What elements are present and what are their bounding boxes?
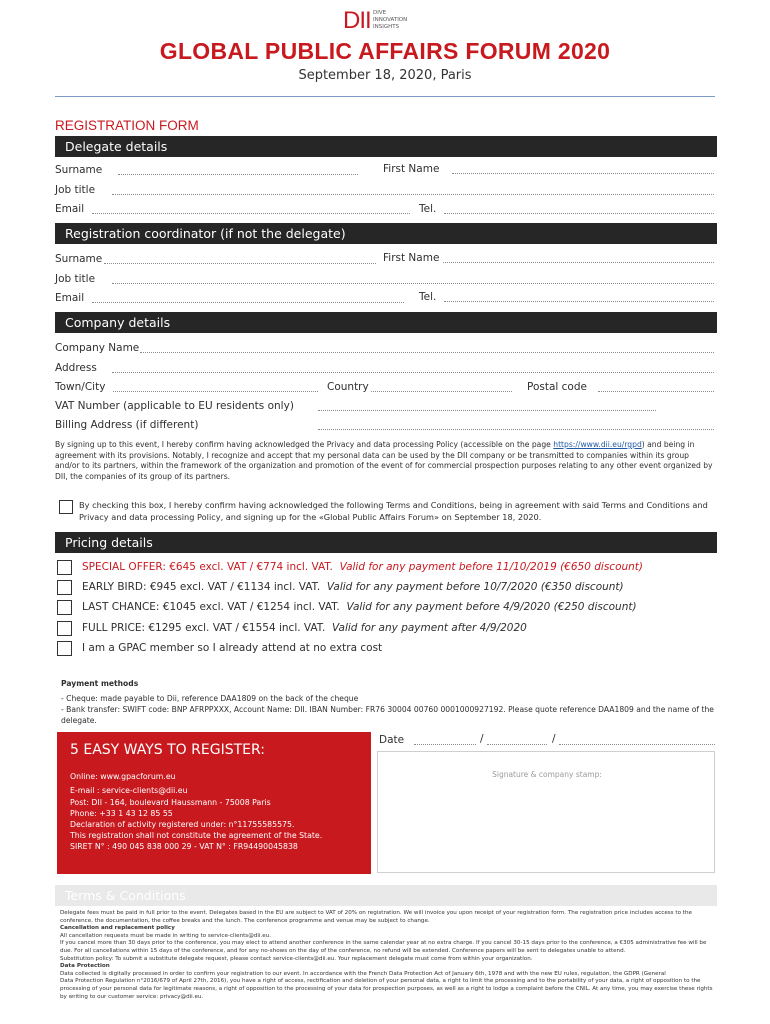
coordinator-tel-label: Tel. (419, 291, 437, 303)
delegate-job-title-label: Job title (55, 184, 96, 196)
address-label: Address (55, 362, 97, 374)
pricing-option-gpac-member: I am a GPAC member so I already attend at no extra cost (82, 642, 383, 654)
vat-label: VAT Number (applicable to EU residents only) (55, 400, 294, 412)
coordinator-email-label: Email (55, 292, 85, 304)
page-title: GLOBAL PUBLIC AFFAIRS FORUM 2020 (159, 38, 611, 64)
coordinator-first-name-label: First Name (383, 252, 440, 264)
company-name-field[interactable] (140, 352, 714, 353)
coordinator-surname-field[interactable] (104, 263, 376, 264)
delegate-first-name-field[interactable] (452, 173, 714, 174)
coordinator-email-field[interactable] (92, 302, 404, 303)
town-city-field[interactable] (113, 391, 318, 392)
pricing-section-header: Pricing details (55, 532, 717, 553)
billing-address-label: Billing Address (if different) (55, 419, 199, 431)
terms-checkbox[interactable] (59, 500, 73, 514)
privacy-link[interactable]: https://www.dii.eu/rgpd (553, 440, 642, 449)
delegate-job-title-field[interactable] (112, 194, 714, 195)
country-field[interactable] (371, 391, 512, 392)
signature-stamp-label: Signature & company stamp: (492, 770, 602, 779)
register-info-box (57, 732, 371, 874)
privacy-statement: By signing up to this event, I hereby confirm having acknowledged the Privacy and data processing Policy (accessible on the page https://www.dii.eu/rgpd) and being in agreement with its provisions. Notably, I recognize and accept that my personal data can be used by the DII company or be transmitted to companies within its group and/or to its partners, within the framework of the organization and promotion of the event of for commercial prospection purposes relating to any other event organized by DII, the companies of its group of its partners. (55, 440, 713, 481)
register-online: Online: www.gpacforum.eu (70, 772, 176, 781)
terms-text: Delegate fees must be paid in full prior to the event. Delegates based in the EU are subject to VAT of 20% on registration. We will invoice you upon receipt of your registration form. The registration price includes access to the conference, the documentation, the coffee breaks and the lunch. The conference programme and venue may be subject to change. Cancellation and replacement policy All cancellation requests must be made in writing to service-clients@dii.eu. If you cancel more than 30 days prior to the conference, you may elect to attend another conference in the same calendar year at no extra charge. If you cancel 30-15 days prior to the conference, a €305 administrative fee will be due. For all cancellations within 15 days of the conference, and for any no-shows on the day of the conference, no refund will be extended. Conference papers will be sent to delegates unable to attend. Substitution policy: To submit a substitute delegate request, please contact service-clients@dii.eu. Your replacement delegate must come from within your organization. Data Protection Data collected is digitally processed in order to confirm your registration to our event. In accordance with the French Data Protection Act of January 6th, 1978 and with the new EU rules, regulation, the GDPR (General Data Protection Regulation n°2016/679 of April 27th, 2016), you have a right of access, rectification and deletion of your personal data, a right to limit the processing and to the portability of your data, a right of opposition to the processing of your personal data for legitimate reasons, a right of opposition to the processing of your data for prospection purposes, as well as a right to lodge a complaint before the CNIL. At any time, you may exercise these rights by writing to our customer service: privacy@dii.eu. (60, 910, 713, 1000)
company-name-label: Company Name (55, 342, 140, 354)
date-slash-2: / (552, 733, 556, 745)
delegate-surname-field[interactable] (118, 174, 358, 175)
pricing-checkbox-gpac-member[interactable] (57, 641, 72, 656)
register-not-agreement: This registration shall not constitute the agreement of the State. (70, 831, 323, 840)
coordinator-tel-field[interactable] (444, 301, 714, 302)
country-label: Country (327, 381, 369, 393)
register-email: E-mail : service-clients@dii.eu (70, 786, 188, 795)
pricing-option-full-price: FULL PRICE: €1295 excl. VAT / €1554 incl. VAT. Valid for any payment after 4/9/2020 (82, 622, 527, 634)
page-subtitle: September 18, 2020, Paris (298, 68, 472, 83)
pricing-checkbox-early-bird[interactable] (57, 580, 72, 595)
delegate-email-field[interactable] (92, 213, 410, 214)
coordinator-section-header: Registration coordinator (if not the delegate) (55, 223, 717, 244)
logo-text: DIVE INNOVATION INSIGHTS (373, 10, 408, 30)
signature-box[interactable] (377, 751, 715, 873)
coordinator-first-name-field[interactable] (443, 262, 714, 263)
form-title: REGISTRATION FORM (55, 118, 199, 133)
terms-checkbox-label: By checking this box, I hereby confirm having acknowledged the following Terms and Conditions, being in agreement with said Terms and Conditions and Privacy and data processing Policy, and signing up for the «Global Public Affairs Forum» on September 18, 2020. (79, 500, 708, 522)
register-post: Post: DII - 164, boulevard Haussmann - 75008 Paris (70, 798, 271, 807)
delegate-tel-field[interactable] (444, 213, 714, 214)
vat-field[interactable] (318, 410, 656, 411)
date-slash-1: / (480, 733, 484, 745)
address-field[interactable] (112, 372, 714, 373)
payment-methods-heading: Payment methods (61, 679, 139, 688)
payment-bank-transfer: - Bank transfer: SWIFT code: BNP AFRPPXXX, Account Name: DII. IBAN Number: FR76 30004 00760 0001000927192. Please quote reference DAA1809 and the name of the delegate. (61, 705, 714, 725)
town-city-label: Town/City (55, 381, 106, 393)
date-year-field[interactable] (559, 744, 715, 745)
pricing-option-special-offer: SPECIAL OFFER: €645 excl. VAT / €774 incl. VAT. Valid for any payment before 11/10/2019 (€650 discount) (82, 561, 644, 573)
pricing-option-early-bird: EARLY BIRD: €945 excl. VAT / €1134 incl. VAT. Valid for any payment before 10/7/2020 (€350 discount) (82, 581, 624, 593)
date-day-field[interactable] (414, 744, 476, 745)
logo-mark: DII (343, 7, 371, 34)
billing-address-field[interactable] (318, 429, 714, 430)
coordinator-surname-label: Surname (55, 253, 103, 265)
date-label: Date (379, 734, 405, 746)
pricing-option-last-chance: LAST CHANCE: €1045 excl. VAT / €1254 incl. VAT. Valid for any payment before 4/9/2020 (€250 discount) (82, 601, 637, 613)
divider (55, 96, 715, 97)
register-phone: Phone: +33 1 43 12 85 55 (70, 809, 173, 818)
delegate-surname-label: Surname (55, 164, 103, 176)
register-declaration: Declaration of activity registered under: n°11755585575. (70, 820, 295, 829)
payment-cheque: - Cheque: made payable to Dii, reference DAA1809 on the back of the cheque (61, 694, 359, 703)
pricing-checkbox-last-chance[interactable] (57, 600, 72, 615)
register-siret: SIRET N° : 490 045 838 000 29 - VAT N° : FR94490045838 (70, 842, 298, 851)
postal-code-label: Postal code (527, 381, 587, 393)
pricing-checkbox-special-offer[interactable] (57, 560, 72, 575)
delegate-first-name-label: First Name (383, 163, 440, 175)
delegate-tel-label: Tel. (419, 203, 437, 215)
dii-logo (343, 8, 433, 34)
date-month-field[interactable] (487, 744, 547, 745)
terms-section-header: Terms & Conditions (55, 885, 717, 906)
postal-code-field[interactable] (598, 391, 714, 392)
coordinator-job-title-field[interactable] (112, 283, 714, 284)
delegate-email-label: Email (55, 203, 85, 215)
pricing-checkbox-full-price[interactable] (57, 621, 72, 636)
delegate-section-header: Delegate details (55, 136, 717, 157)
coordinator-job-title-label: Job title (55, 273, 96, 285)
register-heading: 5 EASY WAYS TO REGISTER: (70, 742, 265, 758)
company-section-header: Company details (55, 312, 717, 333)
